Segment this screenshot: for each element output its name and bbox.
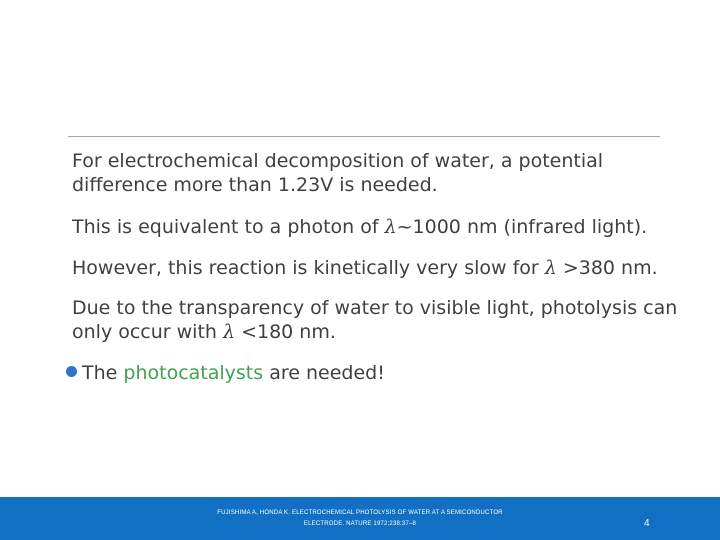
p4-text-before: Due to the transparency of water to visible light, photolysis can only occur with bbox=[72, 297, 678, 343]
p5-text-before: The bbox=[82, 362, 124, 384]
p2-text-before: This is equivalent to a photon of bbox=[72, 216, 385, 238]
lambda-symbol: λ bbox=[384, 216, 397, 238]
bullet-dot-icon bbox=[66, 366, 77, 377]
footer-citation: FUJISHIMA A, HONDA K. ELECTROCHEMICAL PHOTOLYSIS OF WATER AT A SEMICONDUCTOR ELECTRODE. NATURE 1972;238:37–8 bbox=[217, 510, 503, 527]
lambda-symbol: λ bbox=[544, 257, 557, 279]
p3-text-after: >380 nm. bbox=[556, 257, 658, 279]
paragraph-photon-equivalent bbox=[72, 215, 682, 239]
title-divider bbox=[68, 136, 660, 137]
paragraph-water-potential: For electrochemical decomposition of water, a potential difference more than 1.23V is needed. bbox=[72, 150, 604, 196]
page-number: 4 bbox=[644, 518, 650, 529]
paragraph-transparency bbox=[72, 296, 682, 344]
paragraph-kinetics bbox=[72, 256, 682, 280]
p3-text-before: However, this reaction is kinetically very slow for bbox=[72, 257, 545, 279]
p5-text-after: are needed! bbox=[263, 362, 385, 384]
p2-text-after: ~1000 nm (infrared light). bbox=[396, 216, 648, 238]
photocatalysts-highlight: photocatalysts bbox=[123, 362, 264, 384]
lambda-symbol: λ bbox=[223, 321, 236, 343]
paragraph-photocatalysts bbox=[82, 361, 692, 385]
p4-text-after: <180 nm. bbox=[235, 321, 336, 343]
